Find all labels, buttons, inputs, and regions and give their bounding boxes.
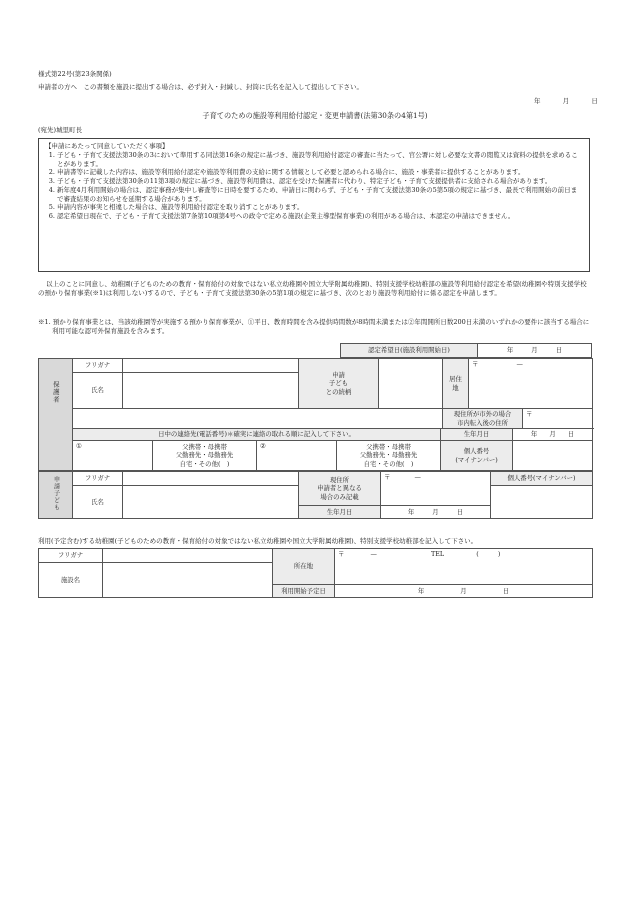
facility-table: [38, 548, 593, 598]
child-birthdate-input[interactable]: 年 月 日: [381, 506, 491, 519]
child-label: 申請子ども: [39, 472, 73, 519]
page-title: 子育てのための施設等利用給付認定・変更申請書(法第30条の4第1号): [202, 111, 428, 120]
date-month: 月: [562, 97, 570, 105]
start-date-label: 利用開始予定日: [273, 585, 335, 598]
guardian-furigana-label: フリガナ: [73, 359, 123, 373]
facility-intro: 利用(予定含む)する幼稚園(子どものための教育・保育給付の対象ではない私立幼稚園や国立大学附属幼稚園)、特別支援学校幼稚部を記入して下さい。: [38, 537, 478, 545]
child-furigana-label: フリガナ: [73, 472, 123, 486]
mynumber-label: 個人番号 (マイナンバー): [441, 441, 513, 471]
mynumber-input[interactable]: [513, 441, 593, 471]
contact-table: [72, 428, 593, 471]
desired-date-field[interactable]: 年 月 日: [478, 344, 592, 358]
consent-item: 6. 認定希望日現在で、子ども・子育て支援法第7条第10項第4号への政令で定める施設(企業主導型保育事業)の利用がある場合は、本認定の申請はできません。: [57, 212, 583, 221]
agreement-text: 以上のことに同意し、幼稚園(子どものための教育・保育給付の対象ではない私立幼稚園や国立大学附属幼稚園)、特別支援学校幼稚部の施設等利用給付認定を希望(幼稚園や特別支援学校の預かり保育事業(※1)は利用しない)するので、子ども・子育て支援法第30条の5第1項の規定に基づき、次のとおり施設等利用給付に係る認定を申請します。: [38, 280, 587, 297]
start-date-input[interactable]: 年 月 日: [335, 585, 593, 598]
contact-2-options[interactable]: 父携帯・母携帯 父勤務先・母勤務先 自宅・その他( ): [337, 441, 441, 471]
desired-date-label: 認定希望日(施設利用開始日): [341, 344, 478, 358]
facility-name-label: 施設名: [39, 563, 103, 598]
form-number: 様式第22号(第23条関係): [38, 70, 112, 78]
child-name-label: 氏名: [73, 486, 123, 519]
guardian-side-fill: [38, 428, 72, 471]
current-address-label: 現住所が市外の場合 市内転入後の住所: [443, 409, 523, 429]
relation-label: 申請 子ども との続柄: [299, 359, 379, 409]
consent-heading: 【申請にあたって同意していただく事項】: [45, 142, 169, 150]
child-furigana-input[interactable]: [123, 472, 299, 486]
header-date: [534, 97, 598, 106]
guardian-furigana-input[interactable]: [123, 359, 299, 373]
birthdate-label: 生年月日: [441, 429, 513, 441]
child-table: [38, 471, 593, 519]
guardian-label: 保護者: [39, 359, 73, 429]
child-address-input[interactable]: 〒 —: [381, 472, 491, 506]
child-mynumber-input[interactable]: [491, 486, 593, 519]
child-birthdate-label: 生年月日: [299, 506, 381, 519]
consent-item: 2. 申請書等に記載した内容は、施設等利用給付認定や施設等利用費の支給に関する情報として必要と認められる場合に、施設・事業者に提供することがあります。: [57, 168, 583, 177]
residence-input[interactable]: 〒 —: [469, 359, 593, 409]
facility-location-label: 所在地: [273, 549, 335, 585]
consent-item: 4. 新年度4月利用開始の場合は、認定事務が集中し審査等に日時を要するため、申請日に関わらず、子ども・子育て支援法第30条の5第5項の規定に基づき、最長で利用開始の前日まで審査結果のお知らせを延期する場合があります。: [57, 186, 583, 204]
child-address-label: 現住所 申請者と異なる 場合のみ記載: [299, 472, 381, 506]
consent-item: 1. 子ども・子育て支援法第30条の3において準用する同法第16条の規定に基づき、施設等利用給付認定の審査に当たって、官公署に対し必要な文書の閲覧又は資料の提供を求めることがあります。: [57, 151, 583, 169]
consent-item: 5. 申請内容が事実と相違した場合は、施設等利用給付認定を取り消すことがあります。: [57, 203, 583, 212]
contact-1-input[interactable]: ①: [73, 441, 153, 471]
contact-1-options[interactable]: 父携帯・母携帯 父勤務先・母勤務先 自宅・その他( ): [153, 441, 257, 471]
addressee: (宛先)城里町長: [38, 126, 83, 134]
child-name-input[interactable]: [123, 486, 299, 519]
footnote: ※1. 預かり保育事業とは、当該幼稚園等が実施する預かり保育事業が、①平日、教育時間を含み提供時間数が8時間未満または②年間開所日数200日未満のいずれかの要件に該当する場合に利用可能な認可外保育施設を含みます。: [38, 318, 590, 335]
date-day: 日: [591, 97, 598, 105]
guardian-name-label: 氏名: [73, 373, 123, 409]
date-year: 年: [534, 97, 541, 105]
guardian-table: [38, 358, 593, 429]
desired-date-table: [340, 343, 592, 358]
contact-2-input[interactable]: ②: [257, 441, 337, 471]
facility-name-input[interactable]: [103, 563, 273, 598]
current-address-input[interactable]: 〒: [523, 409, 593, 429]
relation-input[interactable]: [379, 359, 443, 409]
birthdate-input[interactable]: 年 月 日: [513, 429, 593, 441]
facility-furigana-input[interactable]: [103, 549, 273, 563]
consent-item: 3. 子ども・子育て支援法第30条の11第3項の規定に基づき、施設等利用費は、認定を受けた保護者に代わり、特定子ども・子育て支援提供者に支給される場合があります。: [57, 177, 583, 186]
facility-location-input[interactable]: 〒 — TEL ( ): [335, 549, 593, 585]
residence-label: 居住地: [443, 359, 469, 409]
instruction-text: 申請者の方へ この書類を施設に提出する場合は、必ず封入・封緘し、封筒に氏名を記入して提出して下さい。: [38, 83, 363, 91]
daytime-contact-label: 日中の連絡先(電話番号)＊確実に連絡の取れる順に記入して下さい。: [73, 429, 441, 441]
consent-box: [38, 138, 590, 272]
consent-list: [45, 151, 583, 221]
guardian-name-input[interactable]: [123, 373, 299, 409]
facility-furigana-label: フリガナ: [39, 549, 103, 563]
child-mynumber-label: 個人番号(マイナンバー): [491, 472, 593, 486]
